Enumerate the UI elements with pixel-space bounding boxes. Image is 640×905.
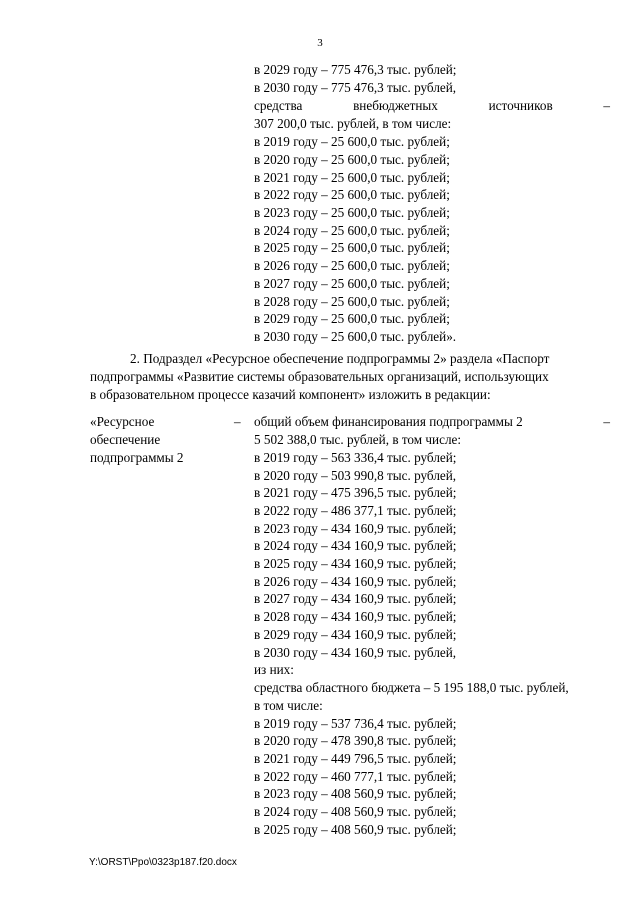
extrabudget-year: в 2022 году – 25 600,0 тыс. рублей; <box>254 187 450 202</box>
paragraph-line-2: подпрограммы «Развитие системы образовательных организаций, использующих <box>90 369 549 384</box>
of-them-label: из них: <box>254 662 294 677</box>
funding-year: в 2030 году – 434 160,9 тыс. рублей, <box>254 645 457 660</box>
regional-year: в 2025 году – 408 560,9 тыс. рублей; <box>254 822 457 837</box>
extrabudget-year: в 2023 году – 25 600,0 тыс. рублей; <box>254 205 450 220</box>
top-line-2030: в 2030 году – 775 476,3 тыс. рублей, <box>254 80 457 95</box>
extrabudget-year: в 2024 году – 25 600,0 тыс. рублей; <box>254 223 450 238</box>
extrabudget-year: в 2029 году – 25 600,0 тыс. рублей; <box>254 311 450 326</box>
total-funding-line <box>254 413 610 430</box>
extrabudget-year: в 2020 году – 25 600,0 тыс. рублей; <box>254 152 450 167</box>
page-number: 3 <box>317 37 323 49</box>
regional-year: в 2023 году – 408 560,9 тыс. рублей; <box>254 786 457 801</box>
extrabudget-total: 307 200,0 тыс. рублей, в том числе: <box>254 116 452 131</box>
file-path-footer: Y:\ORST\Ppo\0323p187.f20.docx <box>89 857 237 868</box>
resource-label-line-3: подпрограммы 2 <box>90 450 184 465</box>
extrabudget-word-1: средства <box>254 98 303 113</box>
funding-year: в 2021 году – 475 396,5 тыс. рублей; <box>254 485 457 500</box>
regional-budget-total: средства областного бюджета – 5 195 188,0 тыс. рублей, <box>254 680 569 695</box>
funding-year: в 2024 году – 434 160,9 тыс. рублей; <box>254 538 457 553</box>
total-funding-text: общий объем финансирования подпрограммы 2 <box>254 414 523 429</box>
regional-year: в 2019 году – 537 736,4 тыс. рублей; <box>254 716 457 731</box>
regional-year: в 2024 году – 408 560,9 тыс. рублей; <box>254 804 457 819</box>
extrabudget-year: в 2026 году – 25 600,0 тыс. рублей; <box>254 258 450 273</box>
paragraph-line-3: в образовательном процессе казачий компонент» изложить в редакции: <box>90 387 491 402</box>
paragraph-line-1: 2. Подраздел «Ресурсное обеспечение подпрограммы 2» раздела «Паспорт <box>130 351 550 366</box>
funding-year: в 2029 году – 434 160,9 тыс. рублей; <box>254 627 457 642</box>
resource-label-line-2: обеспечение <box>90 432 161 447</box>
regional-year: в 2020 году – 478 390,8 тыс. рублей; <box>254 733 457 748</box>
extrabudget-heading <box>254 97 610 114</box>
extrabudget-year: в 2027 году – 25 600,0 тыс. рублей; <box>254 276 450 291</box>
extrabudget-word-2: внебюджетных <box>353 98 438 113</box>
funding-year: в 2026 году – 434 160,9 тыс. рублей; <box>254 574 457 589</box>
extrabudget-year: в 2021 году – 25 600,0 тыс. рублей; <box>254 170 450 185</box>
funding-year: в 2027 году – 434 160,9 тыс. рублей; <box>254 591 457 606</box>
regional-year: в 2022 году – 460 777,1 тыс. рублей; <box>254 769 457 784</box>
total-funding-dash: – <box>603 414 610 429</box>
funding-year: в 2025 году – 434 160,9 тыс. рублей; <box>254 556 457 571</box>
regional-budget-tail: в том числе: <box>254 698 323 713</box>
funding-year: в 2022 году – 486 377,1 тыс. рублей; <box>254 503 457 518</box>
funding-year: в 2019 году – 563 336,4 тыс. рублей; <box>254 450 457 465</box>
funding-year: в 2028 году – 434 160,9 тыс. рублей; <box>254 609 457 624</box>
extrabudget-word-3: источников <box>488 98 553 113</box>
extrabudget-year: в 2028 году – 25 600,0 тыс. рублей; <box>254 294 450 309</box>
extrabudget-year: в 2019 году – 25 600,0 тыс. рублей; <box>254 134 450 149</box>
funding-year: в 2020 году – 503 990,8 тыс. рублей, <box>254 468 457 483</box>
regional-year: в 2021 году – 449 796,5 тыс. рублей; <box>254 751 457 766</box>
resource-label-line-1: «Ресурсное <box>90 414 155 429</box>
funding-year: в 2023 году – 434 160,9 тыс. рублей; <box>254 521 457 536</box>
label-dash: – <box>234 414 241 429</box>
extrabudget-year: в 2030 году – 25 600,0 тыс. рублей». <box>254 329 457 344</box>
extrabudget-word-4: – <box>603 98 610 113</box>
extrabudget-year: в 2025 году – 25 600,0 тыс. рублей; <box>254 240 450 255</box>
total-funding-amount: 5 502 388,0 тыс. рублей, в том числе: <box>254 432 462 447</box>
top-line-2029: в 2029 году – 775 476,3 тыс. рублей; <box>254 62 457 77</box>
